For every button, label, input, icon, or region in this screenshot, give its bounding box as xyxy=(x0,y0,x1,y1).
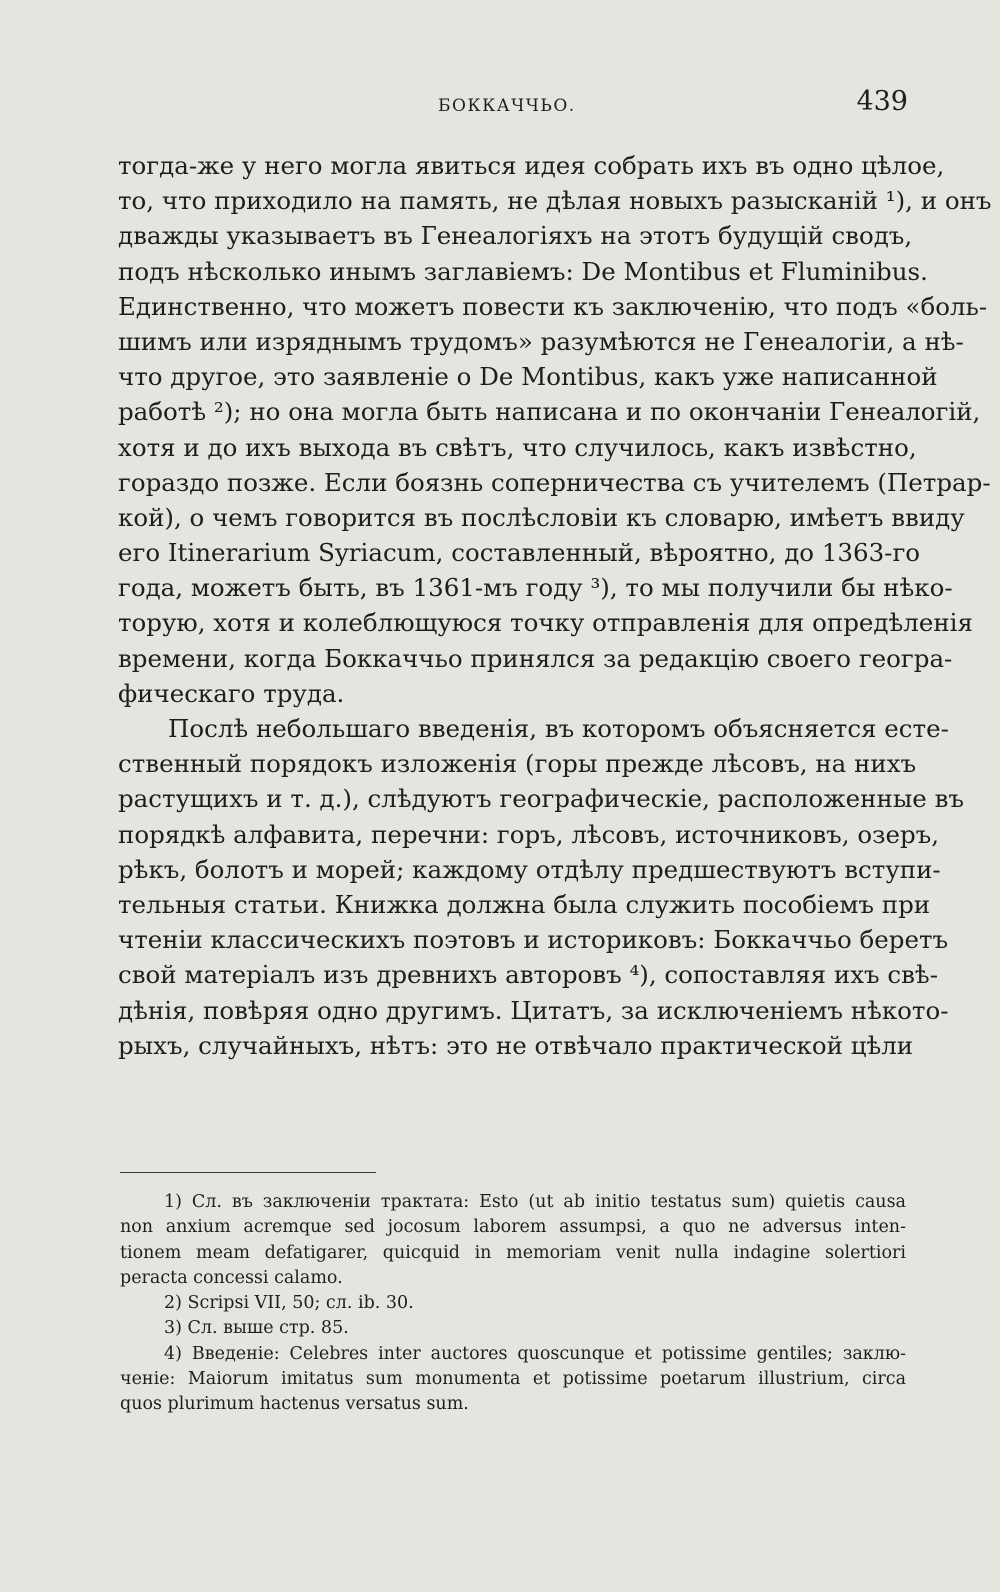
body-line: ственный порядокъ изложенія (горы прежде лѣсовъ, на нихъ xyxy=(118,749,917,779)
body-line: тогда-же у него могла явиться идея собрать ихъ въ одно цѣлое, xyxy=(118,151,945,180)
body-line: хотя и до ихъ выхода въ свѣтъ, что случилось, какъ извѣстно, xyxy=(118,432,917,462)
body-line: рѣкъ, болотъ и морей; каждому отдѣлу предшествуютъ вступи- xyxy=(118,854,941,884)
body-line: дѣнія, повѣряя одно другимъ. Цитатъ, за исключеніемъ нѣкото- xyxy=(118,995,949,1025)
running-head xyxy=(118,86,908,126)
body-line: дважды указываетъ въ Генеалогіяхъ на этотъ будущій сводъ, xyxy=(118,221,913,251)
running-title: БОККАЧЧЬО. xyxy=(438,96,576,116)
footnotes xyxy=(120,1190,906,1418)
footnote-line: ченіе: Maiorum imitatus sum monumenta et potissime poetarum illustrium, circa xyxy=(120,1369,906,1390)
body-line: его Itinerarium Syriacum, составленный, вѣроятно, до 1363-го xyxy=(118,538,921,568)
body-line: подъ нѣсколько инымъ заглавіемъ: De Montibus et Fluminibus. xyxy=(118,256,928,286)
body-line: то, что приходило на память, не дѣлая новыхъ разысканій ¹), и онъ xyxy=(118,186,992,216)
footnote-line: tionem meam defatigarer, quicquid in memoriam venit nulla indagine solertiori xyxy=(120,1242,906,1263)
body-line: порядкѣ алфавита, перечни: горъ, лѣсовъ, источниковъ, озеръ, xyxy=(118,819,940,849)
body-line: чтеніи классическихъ поэтовъ и историковъ: Боккаччьо беретъ xyxy=(118,925,949,955)
body-line: тельныя статьи. Книжка должна была служить пособіемъ при xyxy=(118,889,931,919)
body-line: Единственно, что можетъ повести къ заключенію, что подъ «боль- xyxy=(118,291,988,321)
footnote-line: 1) Сл. въ заключеніи трактата: Esto (ut ab initio testatus sum) quietis causa xyxy=(164,1192,906,1212)
footnote-line: peracta concessi calamo. xyxy=(120,1267,343,1288)
body-line: гораздо позже. Если боязнь соперничества съ учителемъ (Петрар- xyxy=(118,467,991,497)
footnote-line: 2) Scripsi VII, 50; сл. ib. 30. xyxy=(164,1293,414,1314)
footnote-line: 3) Сл. выше стр. 85. xyxy=(164,1318,349,1339)
body-line: кой), о чемъ говорится въ послѣсловіи къ словарю, имѣетъ ввиду xyxy=(118,502,965,532)
body-line: работѣ ²); но она могла быть написана и по окончаніи Генеалогій, xyxy=(118,397,981,427)
footnote-line: non anxium acremque sed jocosum laborem assumpsi, a quo ne adversus inten- xyxy=(120,1217,906,1238)
body-line: года, можетъ быть, въ 1361-мъ году ³), то мы получили бы нѣко- xyxy=(118,573,953,603)
footnote-line: quos plurimum hactenus versatus sum. xyxy=(120,1394,469,1415)
footnote-line: 4) Введеніе: Celebres inter auctores quoscunque et potissime gentiles; заклю- xyxy=(164,1343,906,1364)
page-number: 439 xyxy=(856,86,908,117)
body-line: растущихъ и т. д.), слѣдуютъ географическіе, расположенные въ xyxy=(118,784,964,814)
body-line: фическаго труда. xyxy=(118,678,345,708)
body-line: времени, когда Боккаччьо принялся за редакцію своего геогра- xyxy=(118,643,953,673)
body-line: Послѣ небольшаго введенія, въ которомъ объясняется есте- xyxy=(168,714,949,743)
body-line: рыхъ, случайныхъ, нѣтъ: это не отвѣчало практической цѣли xyxy=(118,1030,914,1060)
body-line: свой матеріалъ изъ древнихъ авторовъ ⁴), сопоставляя ихъ свѣ- xyxy=(118,960,938,990)
body-text xyxy=(118,148,992,1063)
body-line: торую, хотя и колеблющуюся точку отправленія для опредѣленія xyxy=(118,608,973,638)
body-line: шимъ или изряднымъ трудомъ» разумѣются не Генеалогіи, а нѣ- xyxy=(118,326,964,356)
body-line: что другое, это заявленіе о De Montibus, какъ уже написанной xyxy=(118,362,938,392)
footnote-divider xyxy=(120,1172,376,1173)
